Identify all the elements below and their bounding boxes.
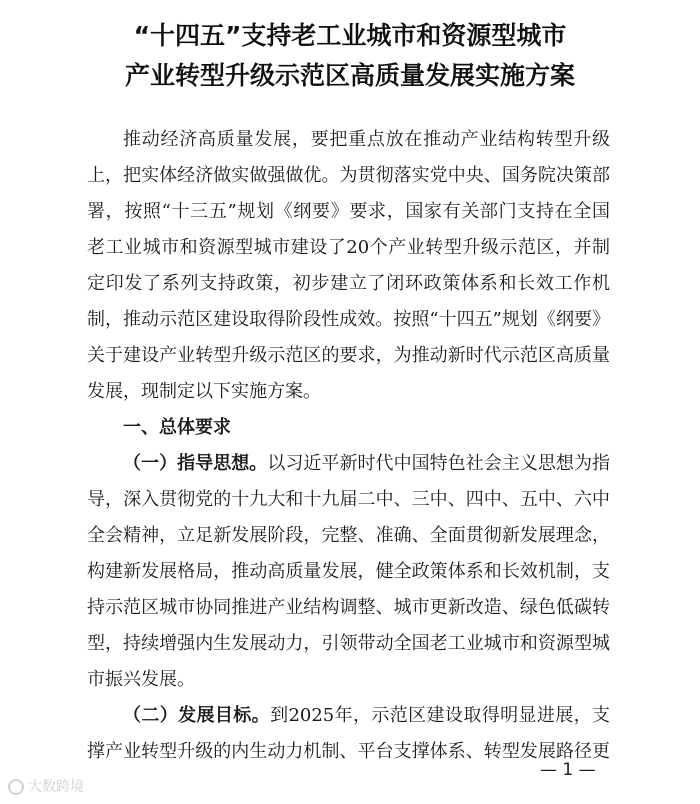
body-line: 市振兴发展。 — [87, 669, 195, 690]
subsection-label: （一）指导思想。 — [123, 453, 268, 474]
watermark-text: 大数跨境 — [28, 779, 84, 795]
intro-line: 署，按照“十三五”规划《纲要》要求，国家有关部门支持在全国 — [87, 201, 610, 222]
body-line: 撑产业转型升级的内生动力机制、平台支撑体系、转型发展路径更 — [87, 741, 610, 762]
intro-line: 上，把实体经济做实做强做优。为贯彻落实党中央、国务院决策部 — [87, 165, 610, 186]
subsection-text: 到2025年，示范区建设取得明显进展，支 — [270, 705, 610, 726]
subsection-label: （二）发展目标。 — [123, 705, 271, 726]
logo-swirl-icon — [8, 779, 24, 795]
subsection-text: 以习近平新时代中国特色社会主义思想为指 — [267, 453, 610, 474]
section-heading: 一、总体要求 — [123, 417, 231, 438]
watermark — [8, 776, 84, 796]
page-number: — 1 — — [540, 760, 596, 780]
intro-line: 老工业城市和资源型城市建设了20个产业转型升级示范区，并制 — [87, 237, 610, 258]
intro-line: 制，推动示范区建设取得阶段性成效。按照“十四五”规划《纲要》 — [87, 309, 610, 330]
subsection-first-line — [123, 704, 610, 728]
document-title-line-2: 产业转型升级示范区高质量发展实施方案 — [124, 61, 575, 90]
body-line: 导，深入贯彻党的十九大和十九届二中、三中、四中、五中、六中 — [87, 489, 610, 510]
body-line: 型，持续增强内生发展动力，引领带动全国老工业城市和资源型城 — [87, 633, 610, 654]
body-line: 持示范区城市协同推进产业结构调整、城市更新改造、绿色低碳转 — [87, 597, 610, 618]
intro-line: 定印发了系列支持政策，初步建立了闭环政策体系和长效工作机 — [87, 273, 610, 294]
subsection-first-line — [123, 452, 610, 476]
body-line: 构建新发展格局，推动高质量发展，健全政策体系和长效机制，支 — [87, 561, 610, 582]
body-line: 全会精神，立足新发展阶段，完整、准确、全面贯彻新发展理念， — [87, 525, 610, 546]
intro-line: 推动经济高质量发展，要把重点放在推动产业结构转型升级 — [123, 129, 610, 150]
document-title-line-1: “十四五”支持老工业城市和资源型城市 — [133, 21, 567, 50]
intro-line: 发展，现制定以下实施方案。 — [87, 381, 321, 402]
intro-line: 关于建设产业转型升级示范区的要求，为推动新时代示范区高质量 — [87, 345, 610, 366]
